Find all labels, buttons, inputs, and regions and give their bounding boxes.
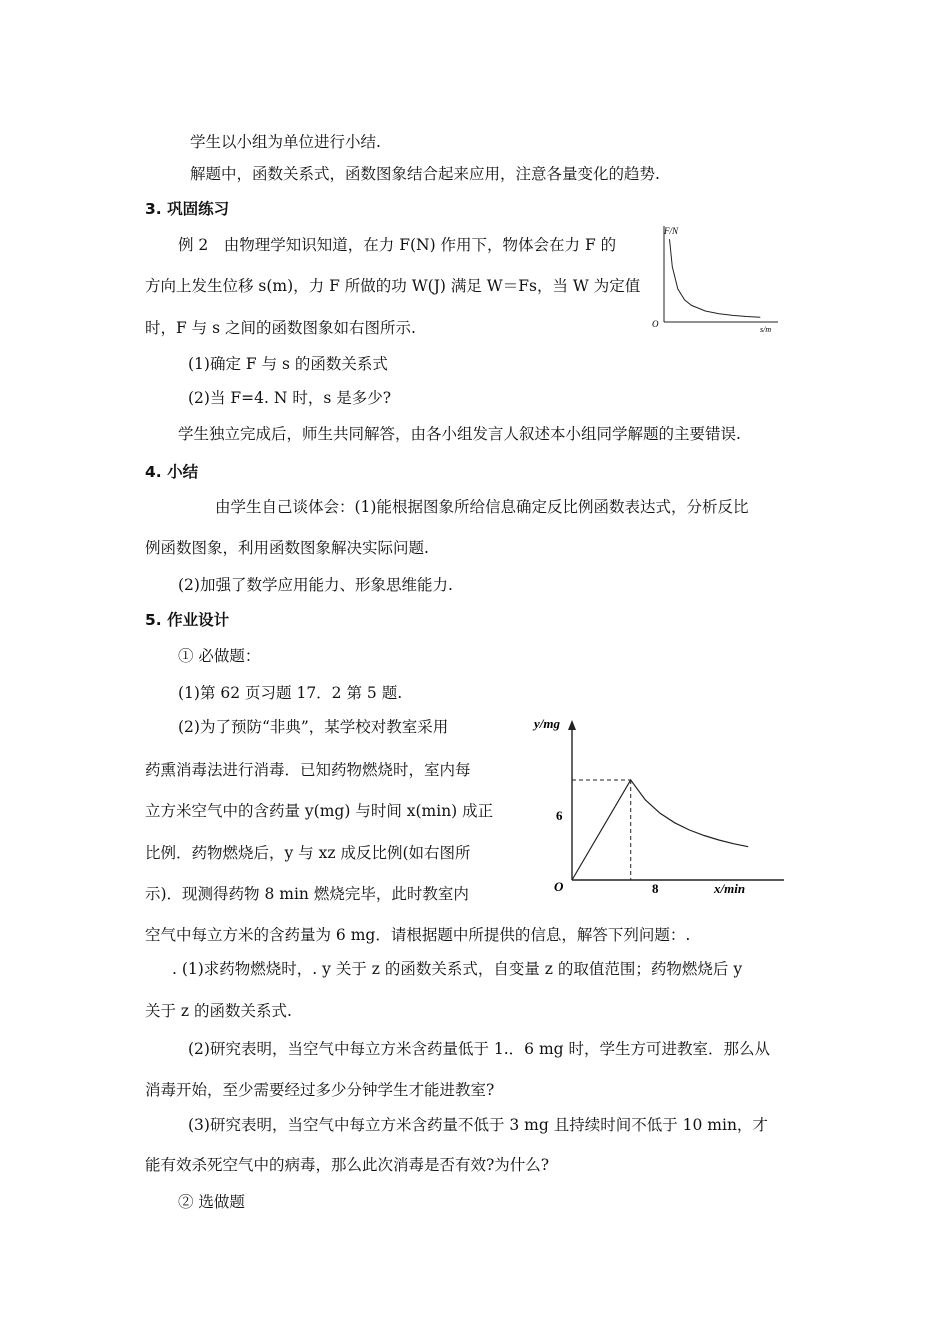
text-line: (2)为了预防“非典”，某学校对教室采用 xyxy=(178,718,449,736)
text-line: 解题中，函数关系式，函数图象结合起来应用，注意各量变化的趋势. xyxy=(190,165,660,183)
text-line: . (1)求药物燃烧时，. y 关于 z 的函数关系式，自变量 z 的取值范围；药物燃烧后 y xyxy=(172,960,743,978)
section-heading: 4. 小结 xyxy=(145,463,199,481)
origin-label: O xyxy=(652,319,659,329)
text-line: ② 选做题 xyxy=(178,1193,245,1211)
text-line: (3)研究表明，当空气中每立方米含药量不低于 3 mg 且持续时间不低于 10 min，才 xyxy=(188,1116,768,1134)
text-line: (1)确定 F 与 s 的函数关系式 xyxy=(188,355,388,373)
text-line: (2)研究表明，当空气中每立方米含药量低于 1.．6 mg 时，学生方可进教室．那么从 xyxy=(188,1040,771,1058)
text-line: (2)加强了数学应用能力、形象思维能力. xyxy=(178,576,453,594)
text-line: (1)第 62 页习题 17．2 第 5 题. xyxy=(178,684,403,702)
section-heading: 3. 巩固练习 xyxy=(145,200,230,218)
concentration-curve xyxy=(572,780,748,880)
text-line: 关于 z 的函数关系式. xyxy=(145,1002,292,1020)
y-axis-arrow xyxy=(568,720,576,730)
inverse-curve xyxy=(670,239,761,317)
x-tick-label: 8 xyxy=(652,881,659,896)
text-line: 空气中每立方米的含药量为 6 mg．请根据题中所提供的信息，解答下列问题：. xyxy=(145,926,691,944)
drug-concentration-chart xyxy=(530,712,790,902)
text-line: 例 2 由物理学知识知道，在力 F(N) 作用下，物体会在力 F 的 xyxy=(178,236,617,254)
text-line: 例函数图象，利用函数图象解决实际问题. xyxy=(145,539,429,557)
text-line: 能有效杀死空气中的病毒，那么此次消毒是否有效?为什么? xyxy=(145,1156,550,1174)
text-line: 学生以小组为单位进行小结. xyxy=(190,133,381,151)
text-line: 由学生自己谈体会：(1)能根据图象所给信息确定反比例函数表达式，分析反比 xyxy=(215,498,749,516)
force-displacement-chart xyxy=(650,220,780,340)
text-line: 学生独立完成后，师生共同解答，由各小组发言人叙述本小组同学解题的主要错误. xyxy=(178,425,741,443)
y-axis-label: F/N xyxy=(664,226,679,236)
y-tick-label: 6 xyxy=(556,808,563,823)
text-line: 药熏消毒法进行消毒．已知药物燃烧时，室内每 xyxy=(145,761,471,779)
text-line: 方向上发生位移 s(m)，力 F 所做的功 W(J) 满足 W＝Fs，当 W 为定值 xyxy=(145,277,641,295)
y-axis-label: y/mg xyxy=(534,716,560,731)
text-line: (2)当 F=4. N 时，s 是多少? xyxy=(188,389,392,407)
section-heading: 5. 作业设计 xyxy=(145,611,230,629)
text-line: 时，F 与 s 之间的函数图象如右图所示. xyxy=(145,319,416,337)
x-axis-label: s/m xyxy=(760,325,772,334)
text-line: ① 必做题： xyxy=(178,647,261,665)
text-line: 立方米空气中的含药量 y(mg) 与时间 x(min) 成正 xyxy=(145,802,494,820)
origin-label: O xyxy=(554,879,564,894)
text-line: 示)．现测得药物 8 min 燃烧完毕，此时教室内 xyxy=(145,885,469,903)
x-axis-label: x/min xyxy=(714,881,746,896)
text-line: 比例．药物燃烧后，y 与 xz 成反比例(如右图所 xyxy=(145,844,471,862)
text-line: 消毒开始，至少需要经过多少分钟学生才能进教室? xyxy=(145,1081,495,1099)
